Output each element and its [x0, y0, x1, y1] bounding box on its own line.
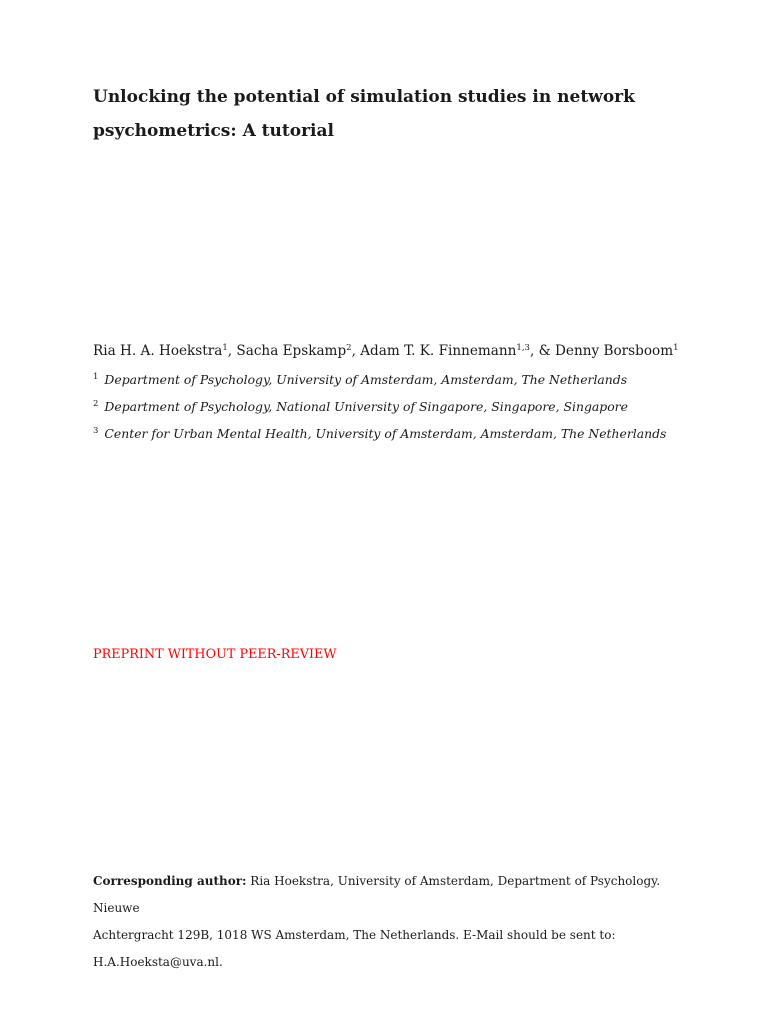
author-affiliation-marker: 1 — [673, 343, 679, 353]
corresponding-author-line-1: Ria Hoekstra, University of Amsterdam, Department of Psychology. Nieuwe — [93, 874, 661, 915]
author-separator: , & — [529, 343, 556, 359]
corresponding-author-line-2: Achtergracht 129B, 1018 WS Amsterdam, The Netherlands. E-Mail should be sent to: H.A.Hoeksta@uva.nl. — [93, 928, 616, 969]
affiliation-number: 3 — [93, 426, 99, 436]
affiliation-number: 2 — [93, 399, 99, 409]
affiliation-1 — [93, 372, 627, 387]
author-affiliation-marker: 1 — [222, 343, 228, 353]
author-affiliation-marker: 1,3 — [516, 343, 530, 353]
corresponding-author-label: Corresponding author: — [93, 874, 247, 888]
author-name: Ria H. A. Hoekstra — [93, 343, 223, 359]
preprint-notice: PREPRINT WITHOUT PEER-REVIEW — [93, 647, 337, 662]
author-separator: , — [227, 343, 237, 359]
affiliation-number: 1 — [93, 372, 99, 382]
affiliation-2 — [93, 399, 628, 414]
affiliation-3 — [93, 426, 666, 441]
author-name: Denny Borsboom — [555, 343, 674, 359]
corresponding-author-note — [93, 868, 683, 976]
author-list — [93, 343, 679, 359]
paper-title-line-2: psychometrics: A tutorial — [93, 121, 334, 141]
author-name: Adam T. K. Finnemann — [360, 343, 517, 359]
affiliation-text: Center for Urban Mental Health, University of Amsterdam, Amsterdam, The Netherlands — [104, 426, 667, 441]
author-affiliation-marker: 2 — [346, 343, 352, 353]
affiliation-text: Department of Psychology, National University of Singapore, Singapore, Singapore — [104, 399, 628, 414]
paper-title — [93, 80, 693, 148]
author-separator: , — [351, 343, 361, 359]
paper-title-line-1: Unlocking the potential of simulation studies in network — [93, 87, 635, 107]
author-name: Sacha Epskamp — [236, 343, 347, 359]
affiliation-text: Department of Psychology, University of Amsterdam, Amsterdam, The Netherlands — [104, 372, 628, 387]
